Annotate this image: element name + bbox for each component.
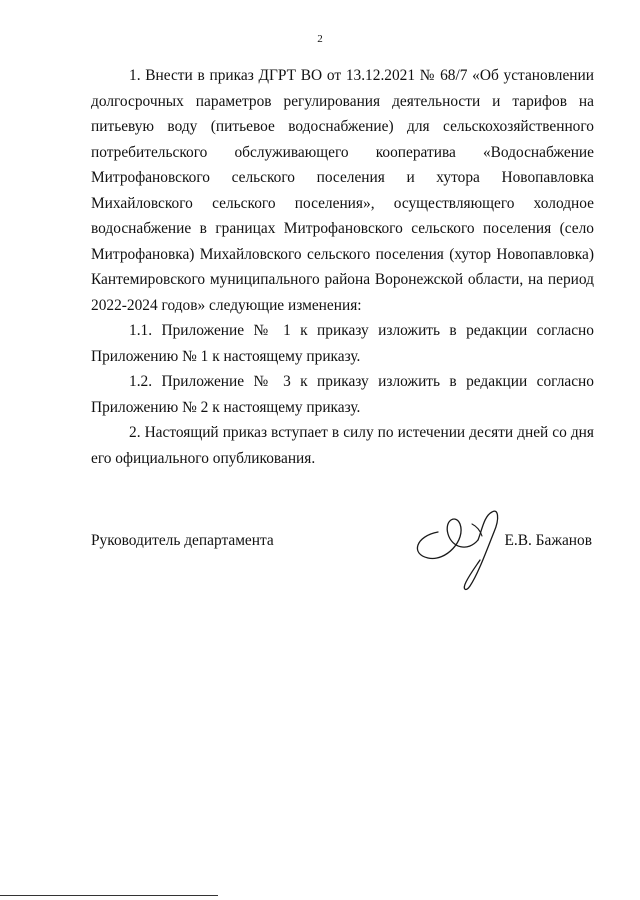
paragraph-item-1-1: 1.1. Приложение № 1 к приказу изложить в редакции согласно Приложению № 1 к настоящему приказу. (91, 322, 594, 365)
paragraph-item-1: 1. Внести в приказ ДГРТ ВО от 13.12.2021 № 68/7 «Об установлении долгосрочных параметров регулирования деятельности и тарифов на питьевую воду (питьевое водоснабжение) для сельскохозяйственного потребительского обслуживающего кооператива «Водоснабжение Митрофановского сельского поселения и хутора Новопавловка Михайловского сельского поселения», осуществляющего холодное водоснабжение в границах Митрофановского сельского поселения (село Митрофановка) Михайловского сельского поселения (хутор Новопавловка) Кантемировского муниципального района Воронежской области, на период 2022-2024 годов» следующие изменения: (91, 67, 594, 314)
document-body (91, 63, 594, 471)
handwritten-signature (406, 490, 516, 600)
paragraph-item-2: 2. Настоящий приказ вступает в силу по истечении десяти дней со дня его официального опубликования. (91, 424, 594, 467)
signature-block (91, 530, 594, 610)
signatory-name: Е.В. Бажанов (504, 532, 592, 549)
page-number: 2 (317, 33, 323, 45)
signatory-position: Руководитель департамента (91, 532, 274, 549)
footer-divider (0, 895, 218, 896)
paragraph-item-1-2: 1.2. Приложение № 3 к приказу изложить в редакции согласно Приложению № 2 к настоящему приказу. (91, 373, 594, 416)
